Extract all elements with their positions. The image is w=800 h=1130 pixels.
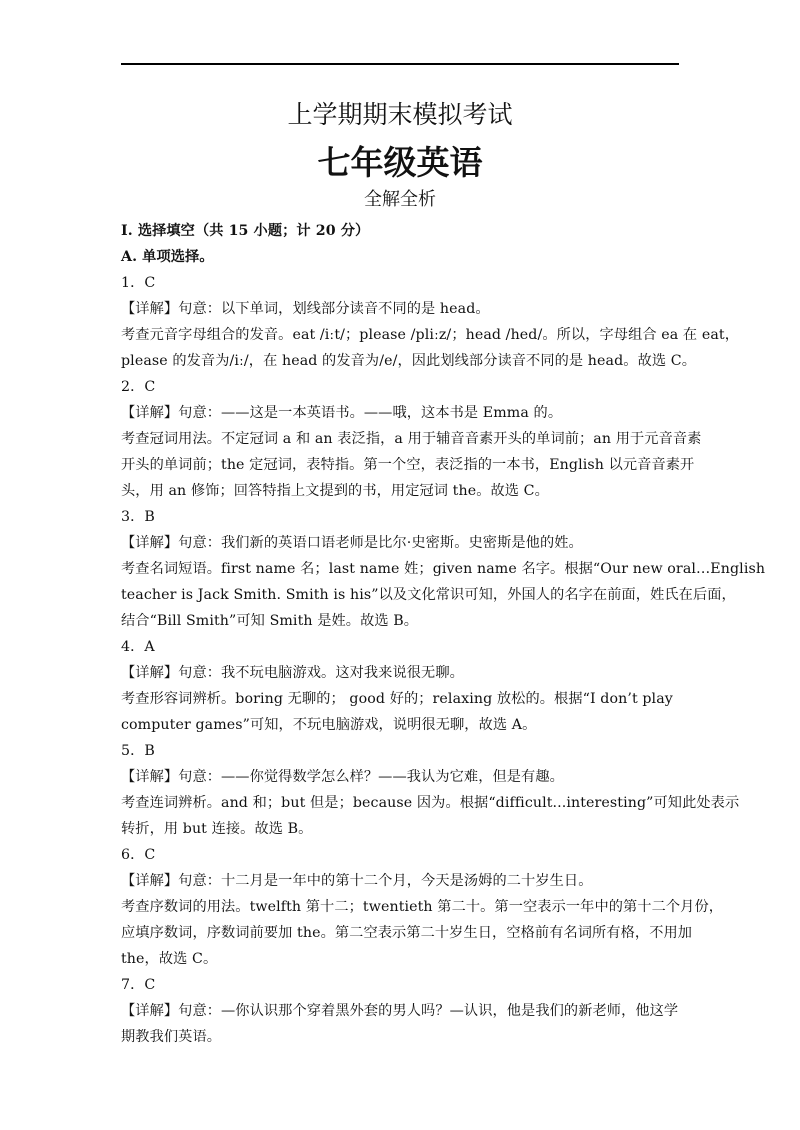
text-line: 【详解】句意：以下单词，划线部分读音不同的是 head。 bbox=[121, 301, 490, 317]
text-line: 4．A bbox=[121, 639, 155, 655]
text-line: 2．C bbox=[121, 379, 156, 395]
part-heading: A. 单项选择。 bbox=[121, 249, 214, 265]
text-line: 考查序数词的用法。twelfth 第十二；twentieth 第二十。第一空表示一年中的第十二个月份， bbox=[121, 899, 724, 915]
text-line: please 的发音为/iː/，在 head 的发音为/e/，因此划线部分读音不同的是 head。故选 C。 bbox=[121, 353, 697, 369]
text-line: 【详解】句意：十二月是一年中的第十二个月，今天是汤姆的二十岁生日。 bbox=[121, 873, 593, 889]
text-line: 【详解】句意：我不玩电脑游戏。这对我来说很无聊。 bbox=[121, 665, 464, 681]
subject-title: 七年级英语 bbox=[317, 143, 483, 182]
top-rule bbox=[121, 63, 679, 65]
exam-title: 上学期期末模拟考试 bbox=[287, 100, 513, 129]
answer-body bbox=[121, 218, 766, 1050]
text-line: 3．B bbox=[121, 509, 155, 525]
text-line: 【详解】句意：—你认识那个穿着黑外套的男人吗？—认识，他是我们的新老师，他这学 bbox=[121, 1003, 679, 1019]
text-line: computer games”可知，不玩电脑游戏，说明很无聊，故选 A。 bbox=[121, 717, 537, 733]
text-line: 考查名词短语。first name 名；last name 姓；given name 名字。根据“Our new oral…English bbox=[121, 561, 766, 577]
text-line: 【详解】句意：——你觉得数学怎么样？——我认为它难，但是有趣。 bbox=[121, 769, 564, 785]
text-line: 转折，用 but 连接。故选 B。 bbox=[121, 821, 313, 837]
text-line: 考查元音字母组合的发音。eat /iːt/；please /pliːz/；head /hed/。所以，字母组合 ea 在 eat， bbox=[121, 327, 739, 343]
text-line: 考查形容词辨析。boring 无聊的； good 好的；relaxing 放松的。根据“I don’t play bbox=[121, 691, 673, 707]
text-line: 考查冠词用法。不定冠词 a 和 an 表泛指，a 用于辅音音素开头的单词前；an 用于元音音素 bbox=[121, 431, 702, 447]
text-line: 期教我们英语。 bbox=[121, 1029, 222, 1045]
text-line: 头，用 an 修饰；回答特指上文提到的书，用定冠词 the。故选 C。 bbox=[121, 483, 549, 499]
text-line: 结合“Bill Smith”可知 Smith 是姓。故选 B。 bbox=[121, 613, 419, 629]
explanation-lines bbox=[121, 270, 766, 1050]
text-line: the，故选 C。 bbox=[121, 951, 218, 967]
text-line: 应填序数词，序数词前要加 the。第二空表示第二十岁生日，空格前有名词所有格，不用加 bbox=[121, 925, 693, 941]
text-line: 开头的单词前；the 定冠词，表特指。第一个空，表泛指的一本书，English 以元音音素开 bbox=[121, 457, 695, 473]
text-line: 7．C bbox=[121, 977, 156, 993]
text-line: 5．B bbox=[121, 743, 155, 759]
subtitle: 全解全析 bbox=[364, 189, 436, 210]
section-heading: I. 选择填空（共 15 小题；计 20 分） bbox=[121, 223, 370, 239]
text-line: teacher is Jack Smith. Smith is his”以及文化常识可知，外国人的名字在前面，姓氏在后面， bbox=[121, 587, 736, 603]
text-line: 考查连词辨析。and 和；but 但是；because 因为。根据“difficult...interesting”可知此处表示 bbox=[121, 795, 740, 811]
text-line: 【详解】句意：我们新的英语口语老师是比尔·史密斯。史密斯是他的姓。 bbox=[121, 535, 583, 551]
text-line: 6．C bbox=[121, 847, 156, 863]
text-line: 【详解】句意：——这是一本英语书。——哦，这本书是 Emma 的。 bbox=[121, 405, 563, 421]
text-line: 1．C bbox=[121, 275, 156, 291]
